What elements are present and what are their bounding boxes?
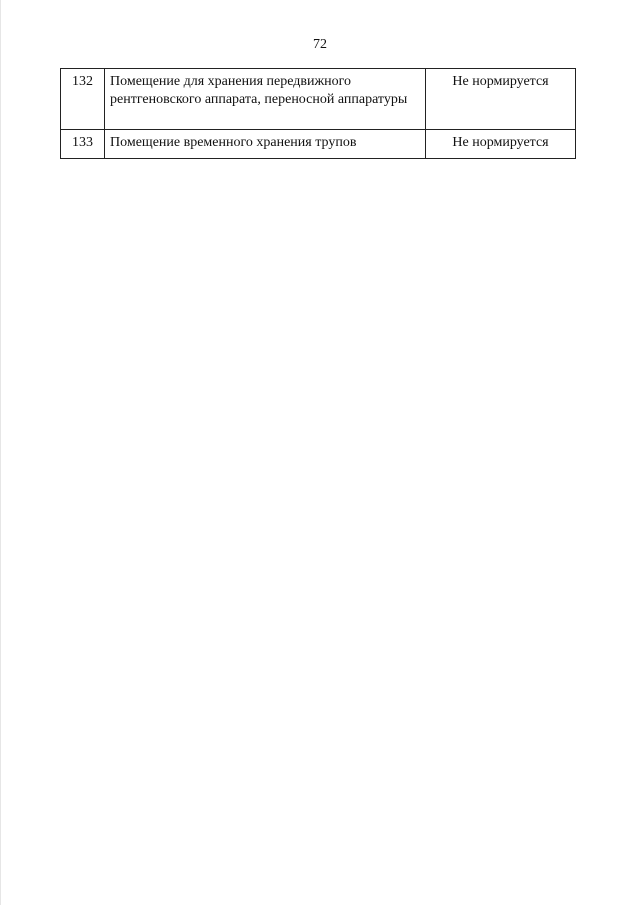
row-number: 133 (61, 130, 105, 159)
room-name: Помещение для хранения передвижного рентгеновского аппарата, переносной аппаратуры (105, 69, 426, 130)
row-number: 132 (61, 69, 105, 130)
room-name: Помещение временного хранения трупов (105, 130, 426, 159)
table-row (61, 69, 576, 130)
scan-edge (0, 0, 1, 905)
norm-value: Не нормируется (426, 69, 576, 130)
table-row (61, 130, 576, 159)
page-number: 72 (313, 37, 327, 52)
norm-value: Не нормируется (426, 130, 576, 159)
norms-table (60, 68, 576, 159)
